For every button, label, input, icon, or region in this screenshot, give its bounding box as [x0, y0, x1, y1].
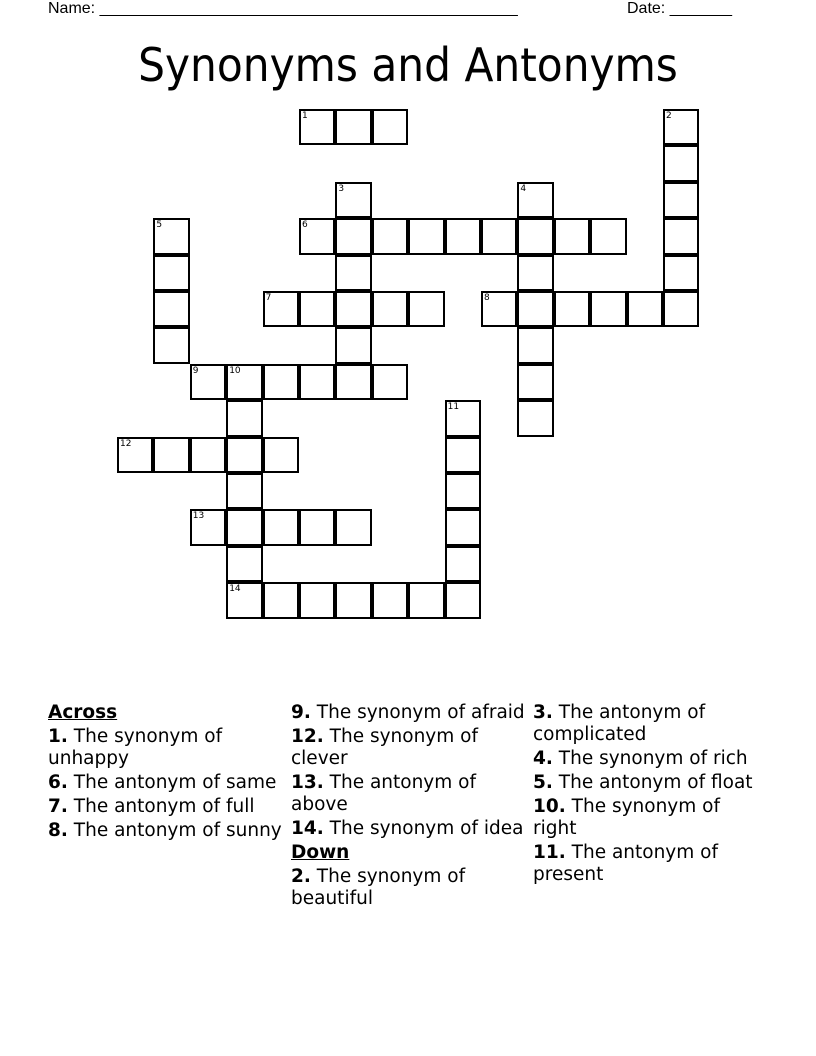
crossword-cell[interactable]: [226, 582, 262, 618]
cell-number: 7: [265, 293, 272, 303]
clues-column-3: [533, 702, 768, 888]
clue-number: 13.: [291, 772, 324, 793]
crossword-cell[interactable]: [226, 437, 262, 473]
crossword-cell[interactable]: [335, 509, 371, 545]
crossword-cell[interactable]: [445, 509, 481, 545]
crossword-cell[interactable]: [263, 582, 299, 618]
crossword-cell[interactable]: [299, 509, 335, 545]
cell-number: 10: [229, 365, 241, 376]
cell-number: 13: [192, 511, 205, 522]
crossword-cell[interactable]: [153, 327, 189, 363]
crossword-cell[interactable]: [481, 218, 517, 254]
crossword-cell[interactable]: [554, 291, 590, 327]
crossword-cell[interactable]: [663, 109, 699, 145]
crossword-cell[interactable]: [663, 145, 699, 181]
crossword-cell[interactable]: [153, 255, 189, 291]
crossword-cell[interactable]: [299, 582, 335, 618]
across-heading: Across: [48, 702, 118, 723]
crossword-cell[interactable]: [372, 109, 408, 145]
clue-number: 4.: [533, 748, 553, 769]
crossword-cell[interactable]: [263, 291, 299, 327]
clue-down-2: [291, 866, 526, 910]
clue-number: 8.: [48, 820, 68, 841]
clue-number: 10.: [533, 796, 566, 817]
clue-text: The antonym of same: [67, 772, 277, 793]
crossword-cell[interactable]: [335, 291, 371, 327]
clue-number: 12.: [291, 726, 324, 747]
cell-number: 14: [229, 584, 241, 595]
clue-text: The synonym of afraid: [310, 702, 525, 723]
clue-number: 9.: [291, 702, 311, 723]
clue-number: 2.: [291, 866, 311, 887]
crossword-cell[interactable]: [117, 437, 153, 473]
crossword-cell[interactable]: [408, 291, 444, 327]
crossword-cell[interactable]: [590, 218, 626, 254]
clue-number: 5.: [533, 772, 553, 793]
clue-down-10: [533, 796, 768, 840]
clue-text: The antonym of full: [67, 796, 255, 817]
cell-number: 2: [666, 111, 672, 121]
crossword-cell[interactable]: [445, 582, 481, 618]
clue-text: The synonym of beautiful: [291, 866, 466, 909]
clue-text: The antonym of sunny: [67, 820, 282, 841]
crossword-cell[interactable]: [372, 291, 408, 327]
down-heading: Down: [291, 842, 350, 863]
clue-across-1: [48, 726, 283, 770]
crossword-cell[interactable]: [445, 546, 481, 582]
crossword-cell[interactable]: [299, 364, 335, 400]
crossword-cell[interactable]: [445, 218, 481, 254]
page-title: Synonyms and Antonyms: [138, 38, 678, 92]
crossword-cell[interactable]: [663, 218, 699, 254]
clue-across-7: [48, 796, 283, 818]
clue-across-8: [48, 820, 283, 842]
crossword-cell[interactable]: [663, 255, 699, 291]
crossword-cell[interactable]: [517, 182, 553, 218]
crossword-cell[interactable]: [335, 582, 371, 618]
clue-number: 3.: [533, 702, 553, 723]
crossword-cell[interactable]: [299, 218, 335, 254]
cell-number: 12: [120, 438, 132, 449]
crossword-cell[interactable]: [335, 109, 371, 145]
clue-down-11: [533, 842, 768, 886]
crossword-cell[interactable]: [335, 182, 371, 218]
crossword-cell[interactable]: [408, 218, 444, 254]
clue-down-4: [533, 748, 768, 770]
clue-number: 11.: [533, 842, 566, 863]
cell-number: 1: [302, 111, 308, 121]
date-field-label: Date: _______: [627, 0, 732, 17]
crossword-cell[interactable]: [226, 400, 262, 436]
clue-text: The antonym of present: [533, 842, 718, 885]
clue-text: The synonym of right: [533, 796, 720, 839]
clue-across-13: [291, 772, 526, 816]
cell-number: 9: [192, 365, 199, 376]
clue-number: 1.: [48, 726, 68, 747]
clue-number: 6.: [48, 772, 68, 793]
crossword-cell[interactable]: [335, 218, 371, 254]
crossword-cell[interactable]: [590, 291, 626, 327]
crossword-cell[interactable]: [226, 509, 262, 545]
clue-text: The antonym of complicated: [533, 702, 706, 745]
crossword-cell[interactable]: [335, 364, 371, 400]
crossword-cell[interactable]: [226, 364, 262, 400]
cell-number: 11: [447, 402, 460, 413]
crossword-cell[interactable]: [481, 291, 517, 327]
crossword-cell[interactable]: [299, 291, 335, 327]
cell-number: 6: [302, 220, 308, 231]
crossword-cell[interactable]: [663, 182, 699, 218]
crossword-cell[interactable]: [445, 437, 481, 473]
crossword-cell[interactable]: [408, 582, 444, 618]
clue-down-5: [533, 772, 768, 794]
clue-number: 14.: [291, 818, 324, 839]
cell-number: 4: [520, 183, 527, 194]
crossword-cell[interactable]: [190, 364, 226, 400]
crossword-cell[interactable]: [335, 255, 371, 291]
clue-text: The antonym of above: [291, 772, 476, 815]
crossword-cell[interactable]: [372, 582, 408, 618]
crossword-cell[interactable]: [517, 255, 553, 291]
crossword-cell[interactable]: [153, 437, 189, 473]
crossword-cell[interactable]: [372, 364, 408, 400]
crossword-cell[interactable]: [153, 218, 189, 254]
cell-number: 8: [484, 293, 490, 303]
cell-number: 3: [338, 183, 345, 194]
crossword-cell[interactable]: [663, 291, 699, 327]
crossword-cell[interactable]: [226, 546, 262, 582]
clue-text: The antonym of float: [552, 772, 753, 793]
clues-column-2: [291, 702, 526, 912]
clue-down-3: [533, 702, 768, 746]
crossword-cell[interactable]: [263, 437, 299, 473]
crossword-cell[interactable]: [372, 218, 408, 254]
crossword-cell[interactable]: [517, 327, 553, 363]
crossword-cell[interactable]: [517, 364, 553, 400]
clue-text: The synonym of idea: [323, 818, 524, 839]
clue-across-14: [291, 818, 526, 840]
crossword-cell[interactable]: [226, 473, 262, 509]
clue-text: The synonym of unhappy: [48, 726, 223, 769]
clue-across-6: [48, 772, 283, 794]
crossword-cell[interactable]: [517, 218, 553, 254]
crossword-cell[interactable]: [190, 509, 226, 545]
crossword-cell[interactable]: [517, 400, 553, 436]
crossword-cell[interactable]: [445, 473, 481, 509]
clue-text: The synonym of rich: [552, 748, 748, 769]
crossword-cell[interactable]: [153, 291, 189, 327]
name-field-label: Name: _______________________________________________: [48, 0, 518, 17]
clues-column-1: [48, 702, 283, 844]
crossword-cell[interactable]: [263, 509, 299, 545]
clue-text: The synonym of clever: [291, 726, 478, 769]
crossword-cell[interactable]: [190, 437, 226, 473]
crossword-cell[interactable]: [299, 109, 335, 145]
clue-number: 7.: [48, 796, 68, 817]
crossword-cell[interactable]: [554, 218, 590, 254]
crossword-cell[interactable]: [335, 327, 371, 363]
crossword-cell[interactable]: [517, 291, 553, 327]
crossword-cell[interactable]: [445, 400, 481, 436]
crossword-cell[interactable]: [627, 291, 663, 327]
clue-across-12: [291, 726, 526, 770]
crossword-cell[interactable]: [263, 364, 299, 400]
clue-across-9: [291, 702, 526, 724]
cell-number: 5: [156, 220, 163, 231]
